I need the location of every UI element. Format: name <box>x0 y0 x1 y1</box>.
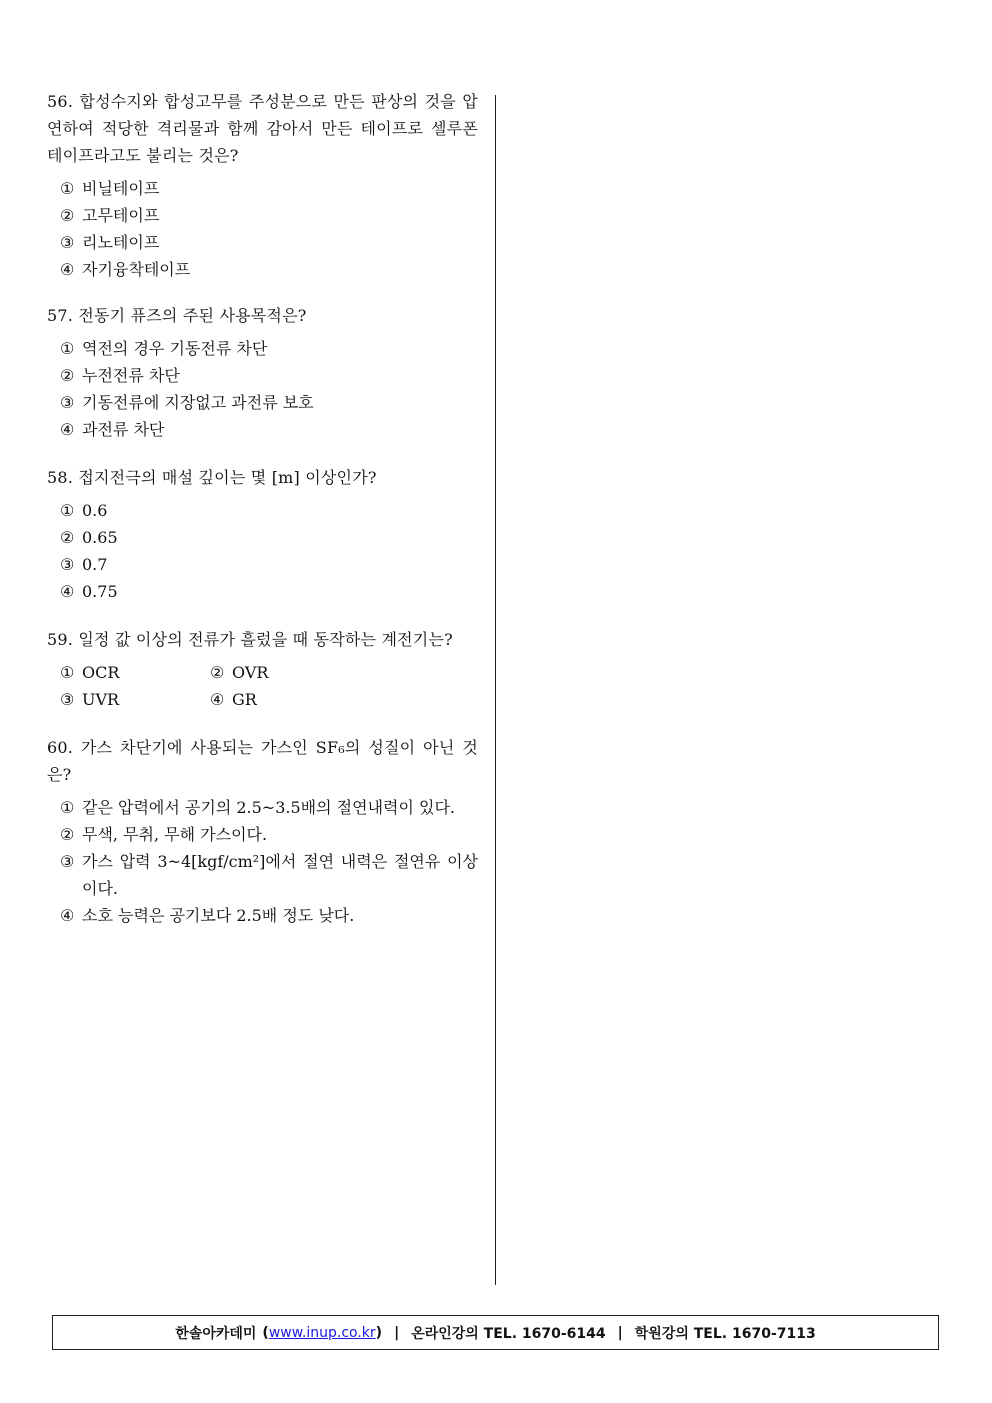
option-4[interactable] <box>210 686 360 713</box>
option-number: ③ <box>60 690 75 709</box>
question-body: 가스 차단기에 사용되는 가스인 SF₆의 성질이 아닌 것은? <box>47 738 478 784</box>
option-text: 누전전류 차단 <box>82 366 180 385</box>
option-text: 고무테이프 <box>82 206 160 225</box>
question-body: 합성수지와 합성고무를 주성분으로 만든 판상의 것을 압연하여 적당한 격리물과 함께 감아서 만든 테이프로 셀루폰 테이프라고도 불리는 것은? <box>47 92 478 165</box>
website-link[interactable]: www.inup.co.kr <box>268 1324 376 1341</box>
question-text <box>47 88 478 169</box>
option-number: ② <box>60 528 75 547</box>
option-text: UVR <box>82 690 120 709</box>
option-text: 리노테이프 <box>82 233 160 252</box>
question-number: 57. <box>47 306 74 325</box>
option-number: ④ <box>60 582 75 601</box>
option-2[interactable] <box>47 524 478 551</box>
option-number: ③ <box>60 852 75 871</box>
option-text: 0.75 <box>82 582 118 601</box>
question-number: 58. <box>47 468 74 487</box>
option-1[interactable] <box>47 794 478 821</box>
option-1[interactable] <box>47 335 478 362</box>
column-divider <box>495 95 496 1285</box>
option-1[interactable] <box>60 659 210 686</box>
question-body: 일정 값 이상의 전류가 흘렀을 때 동작하는 계전기는? <box>78 630 453 649</box>
option-1[interactable] <box>47 497 478 524</box>
option-number: ① <box>60 663 75 682</box>
option-list <box>47 335 478 443</box>
paren-close: ) <box>375 1324 383 1341</box>
question-number: 56. <box>47 92 74 111</box>
option-3[interactable] <box>47 229 478 256</box>
question-56 <box>47 88 478 283</box>
option-number: ② <box>60 825 75 844</box>
option-number: ③ <box>60 393 75 412</box>
question-text <box>47 302 478 329</box>
option-3[interactable] <box>47 848 478 902</box>
option-4[interactable] <box>47 578 478 605</box>
option-4[interactable] <box>47 902 478 929</box>
question-text <box>47 734 478 788</box>
option-1[interactable] <box>47 175 478 202</box>
option-number: ② <box>210 663 225 682</box>
left-column <box>47 88 478 945</box>
question-57 <box>47 302 478 443</box>
option-text: 역전의 경우 기동전류 차단 <box>82 339 268 358</box>
question-59 <box>47 626 478 713</box>
option-number: ① <box>60 501 75 520</box>
question-text <box>47 464 478 491</box>
separator: | <box>394 1324 400 1341</box>
option-text: 소호 능력은 공기보다 2.5배 정도 낮다. <box>82 906 355 925</box>
option-number: ④ <box>60 260 75 279</box>
option-text: 자기융착테이프 <box>82 260 191 279</box>
option-number: ① <box>60 339 75 358</box>
option-list <box>47 175 478 283</box>
online-lecture-tel: 온라인강의 TEL. 1670-6144 <box>411 1325 606 1342</box>
option-text: 기동전류에 지장없고 과전류 보호 <box>82 393 314 412</box>
option-grid <box>47 659 478 713</box>
footer-bar <box>52 1315 939 1350</box>
option-3[interactable] <box>60 686 210 713</box>
option-number: ④ <box>210 690 225 709</box>
option-3[interactable] <box>47 389 478 416</box>
option-number: ① <box>60 179 75 198</box>
option-text: GR <box>232 690 257 709</box>
option-number: ③ <box>60 555 75 574</box>
option-2[interactable] <box>47 821 478 848</box>
option-list <box>47 794 478 929</box>
offline-lecture-tel: 학원강의 TEL. 1670-7113 <box>634 1325 816 1342</box>
option-text: OVR <box>232 663 269 682</box>
question-number: 60. <box>47 738 74 757</box>
question-60 <box>47 734 478 929</box>
option-number: ③ <box>60 233 75 252</box>
option-4[interactable] <box>47 416 478 443</box>
question-body: 전동기 퓨즈의 주된 사용목적은? <box>78 306 307 325</box>
option-number: ④ <box>60 906 75 925</box>
option-2[interactable] <box>47 202 478 229</box>
option-text: 0.7 <box>82 555 108 574</box>
option-list <box>47 497 478 605</box>
option-text: 가스 압력 3~4[kgf/cm²]에서 절연 내력은 절연유 이상이다. <box>82 852 478 898</box>
option-text: OCR <box>82 663 120 682</box>
option-3[interactable] <box>47 551 478 578</box>
option-text: 비닐테이프 <box>82 179 160 198</box>
academy-name: 한솔아카데미 <box>175 1325 257 1342</box>
option-text: 과전류 차단 <box>82 420 165 439</box>
question-body: 접지전극의 매설 깊이는 몇 [m] 이상인가? <box>78 468 377 487</box>
option-text: 0.65 <box>82 528 118 547</box>
option-text: 같은 압력에서 공기의 2.5~3.5배의 절연내력이 있다. <box>82 798 456 817</box>
option-number: ① <box>60 798 75 817</box>
option-text: 무색, 무취, 무해 가스이다. <box>82 825 268 844</box>
option-4[interactable] <box>47 256 478 283</box>
paren-open: ( <box>262 1324 269 1341</box>
separator: | <box>617 1324 623 1341</box>
option-number: ② <box>60 206 75 225</box>
question-58 <box>47 464 478 605</box>
option-number: ④ <box>60 420 75 439</box>
option-text: 0.6 <box>82 501 108 520</box>
option-number: ② <box>60 366 75 385</box>
question-text <box>47 626 478 653</box>
option-2[interactable] <box>47 362 478 389</box>
question-number: 59. <box>47 630 74 649</box>
option-2[interactable] <box>210 659 360 686</box>
